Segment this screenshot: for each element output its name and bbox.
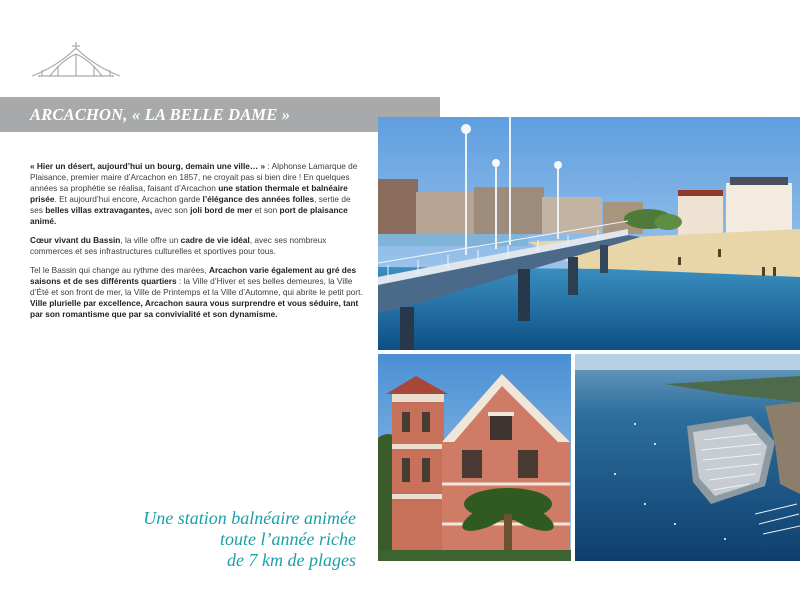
villa-photo (378, 354, 571, 561)
heart-paragraph: Cœur vivant du Bassin, la ville offre un cadre de vie idéal, avec ses nombreux commerces et ses infrastructures culturelles et sportives pour tous. (30, 235, 327, 256)
section-title-bar (0, 97, 440, 132)
marina-aerial-photo (575, 354, 800, 561)
pier-photo (378, 117, 800, 350)
roof-logo-icon (28, 40, 124, 86)
article-body (30, 161, 365, 328)
tagline-line: toute l’année riche (220, 529, 356, 549)
seasons-paragraph: Tel le Bassin qui change au rythme des marées, Arcachon varie également au gré des saisons et de ses différents quartiers : la Ville d’Hiver et ses belles demeures, la Ville d’Été et son front de mer, la Ville de Printemps et la Ville d’Automne, qui abrite le petit port. Ville plurielle par excellence, Arcachon saura vous surprendre et vous séduire, tant par son romantisme que par sa convivialité et son dynamisme. (30, 265, 363, 319)
intro-quote: « Hier un désert, aujourd’hui un bourg, demain une ville… » (30, 161, 266, 171)
tagline-line: de 7 km de plages (227, 550, 356, 570)
tagline-line: Une station balnéaire animée (143, 508, 356, 528)
intro-paragraph: « Hier un désert, aujourd’hui un bourg, demain une ville… » : Alphonse Lamarque de Plaisance, premier maire d’Arcachon en 1857, ne croyait pas si bien dire ! En quelques années sa prophétie se réalisa, faisant d’Arcachon une station thermale et balnéaire prisée. Et aujourd’hui encore, Arcachon garde l’élégance des années folles, sertie de ses belles villas extravagantes, avec son joli bord de mer et son port de plaisance animé. (30, 161, 358, 226)
section-title: ARCACHON, « LA BELLE DAME » (30, 104, 291, 124)
tagline (143, 508, 356, 571)
